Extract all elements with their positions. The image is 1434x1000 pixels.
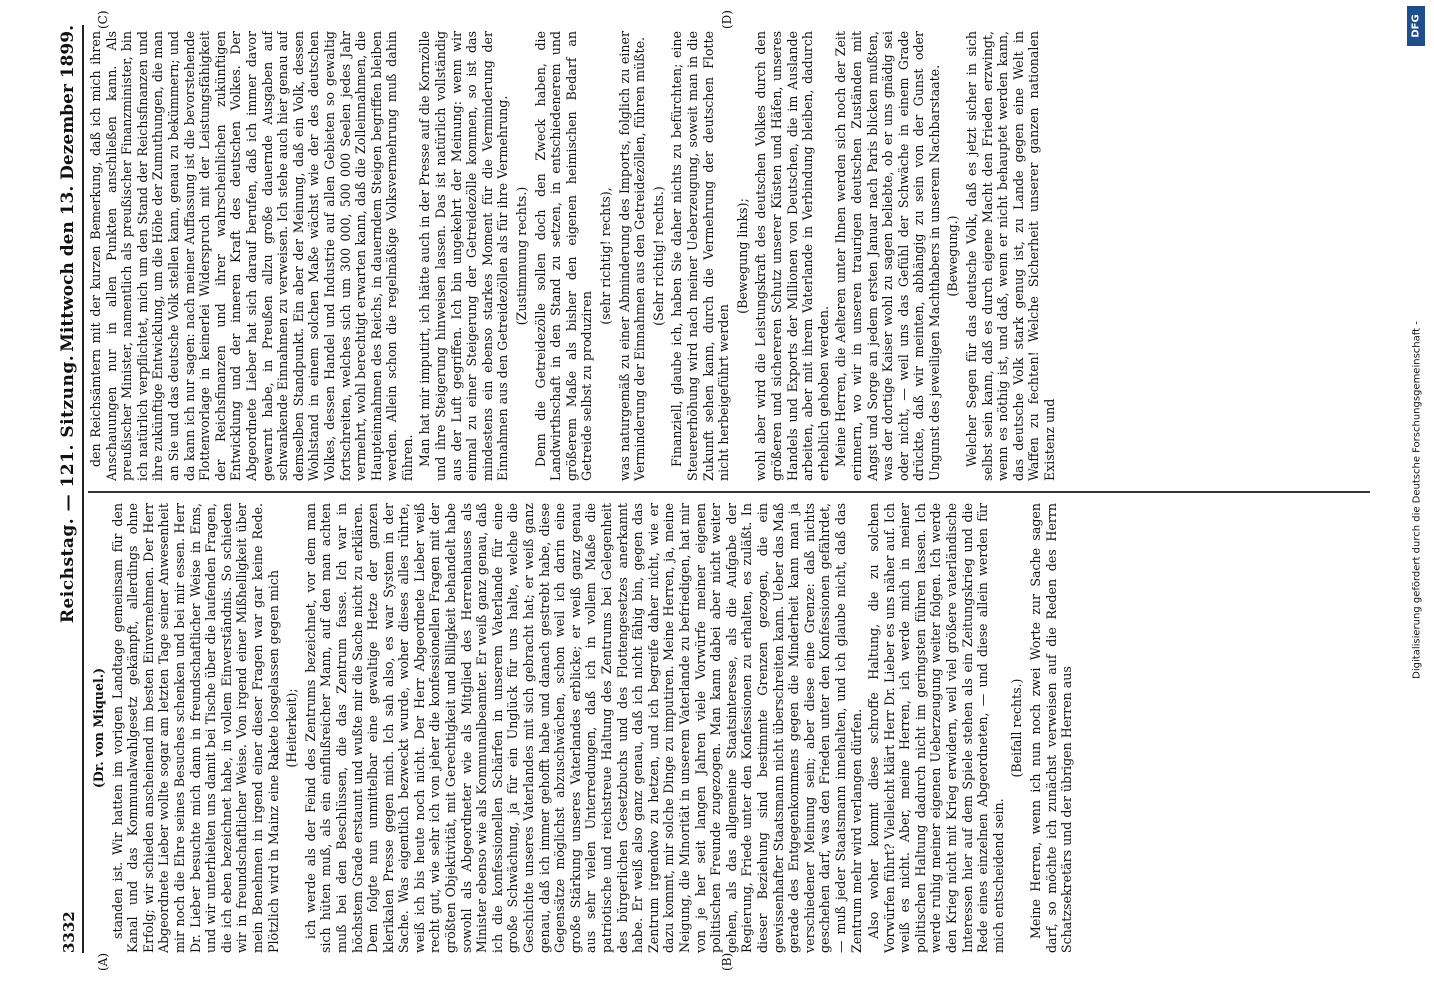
margin-mark-b: (B) xyxy=(720,952,734,971)
left-column xyxy=(88,503,1370,953)
page-header xyxy=(46,25,84,953)
paragraph: ich werde als der Feind des Zentrums bezeichnet, vor dem man sich hüten muß, als ein einflußreicher Mann, auf den man achten muß bei den Beschlüssen, die das Zentrum fasse. Ich war in höchstem Grade erstaunt und wußte mir die Sache nicht zu erklären. Dem folgte nun unmittelbar eine gewaltige Hetze der ganzen klerikalen Presse gegen mich. Ich sah also, es war System in der Sache. Was eigentlich bezweckt wurde, woher dieses alles rührte, weiß ich bis heute noch nicht. Der Herr Abgeordnete Lieber weiß recht gut, wie sehr ich von jeher die konfessionellen Fragen mit der größten Objektivität, mit Gerechtigkeit und Billigkeit behandelt habe sowohl als Abgeordneter wie als Mitglied des Herrenhauses als Minister ebenso wie als Kommunalbeamter. Er weiß ganz genau, daß ich die konfessionellen Schärfen in unserem Vaterlande für eine große Schwächung, ja für ein Unglück für uns halte, welche die Geschichte unseres Vaterlandes mit sich gebracht hat; er weiß ganz genau, daß ich immer gehofft habe und danach gestrebt habe, diese Gegensätze möglichst abzuschwächen, schon weil ich darin eine große Stärkung unseres Vaterlandes erblicke; er weiß ganz genau aus sehr vielen Unterredungen, daß ich in vollem Maße die patriotische und reichstreue Haltung des Zentrums bei Gelegenheit des bürgerlichen Gesetzbuchs und des Flottengesetzes anerkannt habe. Er weiß also ganz genau, daß ich nicht fähig bin, gegen das Zentrum irgendwo zu hetzen, und ich begreife daher nicht, wie er dazu kommt, mir solche Dinge zu imputiren. Meine Herren, ja, meine Neigung, die Minorität in unserem Vaterlande zu befriedigen, hat mir von je her seit langen Jahren viele Vorwürfe meiner eigenen politischen Freunde zugezogen. Man kann dabei aber nicht weiter gehen, als das allgemeine Staatsinteresse, als die Aufgabe der Regierung, Friede unter den Konfessionen zu erhalten, es zuläßt. In dieser Beziehung sind bestimmte Grenzen gezogen, die ein gewissenhafter Staatsmann nicht überschreiten kann. Ueber das Maß gerade des Entgegenkommens gegen die Minderheit kann man ja verschiedener Meinung sein; aber diese eine Grenze: daß nichts geschehen darf, was den Frieden unter den Konfessionen gefährdet, — muß jeder Staatsmann innehalten, und ich glaube nicht, daß das Zentrum mehr wird verlangen dürfen. xyxy=(302,503,864,953)
paragraph: Denn die Getreidezölle sollen doch den Zweck haben, die Landwirthschaft in den Stand zu setzen, in entschiedenerem und größerem Maße als bisher den eigenen heimischen Bedarf an Getreide selbst zu produziren xyxy=(532,31,595,481)
stage-direction: (Zustimmung rechts.) xyxy=(514,186,530,326)
digitization-watermark xyxy=(1406,0,1428,1000)
paragraph: wohl aber wird die Leistungskraft des deutschen Volkes durch den größeren und sichereren Schutz unserer Küsten und Häfen, unseres Handels und Exports der Millionen von Deutschen, die im Auslande arbeiten, aber mit ihrem Vaterlande in Verbindung bleiben, dadurch erheblich gehoben werden. xyxy=(753,31,831,481)
stage-direction: (Beifall rechts.) xyxy=(1009,678,1025,778)
right-column xyxy=(88,31,1370,481)
paragraph: den Reichsämtern mit der kurzen Bemerkung, daß ich mich ihren Anschauungen nur in allen Punkten anschließen kann. Als preußischer Minister, namentlich als preußischer Finanzminister, bin ich natürlich verpflichtet, mich um den Stand der Reichsfinanzen und ihre zukünftige Entwicklung, um die Höhe der Zumuthungen, die man an Sie und das deutsche Volk stellen kann, genau zu bekümmern; und da kann ich nur sagen: nach meiner Auffassung ist die bevorstehende Flottenvorlage in keinerlei Widerspruch mit der Leistungsfähigkeit der Reichsfinanzen und ihrer wahrscheinlichen zukünftigen Entwicklung und der inneren Kraft des deutschen Volkes. Der Abgeordnete Lieber hat sich darauf berufen, daß ich immer davor gewarnt habe, in Preußen allzu große dauernde Ausgaben auf schwankende Einnahmen zu verweisen. Ich stehe auch hier genau auf demselben Standpunkt. Ein aber der Meinung, daß ein Volk, dessen Wohlstand in einem solchen Maße wächst wie der des deutschen Volkes, dessen Handel und Industrie auf allen Gebieten so gewaltig fortschreiten, welches sich um 300 000, 500 000 Seelen jedes Jahr vermehrt, wohl berechtigt erwarten kann, daß die Zolleinnahmen, die Haupteinnahmen des Reichs, in dauerndem Steigen begriffen bleiben werden. Allein schon die regelmäßige Volksvermehrung muß dahin führen. xyxy=(88,31,415,481)
session-date: Mittwoch den 13. Dezember 1899. xyxy=(58,25,78,352)
margin-mark-c: (C) xyxy=(96,10,110,29)
rotated-page xyxy=(40,10,1380,975)
stage-direction: (Sehr richtig! rechts.) xyxy=(650,186,666,326)
paragraph: Welcher Segen für das deutsche Volk, daß es jetzt sicher in sich selbst sein kann, daß es durch eigene Macht den Frieden erzwingt, wenn es nöthig ist, und daß, wenn er nicht behauptet werden kann, das deutsche Volk stark genug ist, zu Lande gegen eine Welt in Waffen zu fechten! Welche Sicherheit unserer ganzen nationalen Existenz und xyxy=(964,31,1058,481)
paragraph: Meine Herren, wenn ich nun noch zwei Worte zur Sache sagen darf, so möchte ich zunächst verweisen auf die Reden des Herrn Schatzsekretärs und der übrigen Herren aus xyxy=(1028,503,1075,953)
watermark-text: Digitalisierung gefördert durch die Deutsche Forschungsgemeinschaft - xyxy=(1411,321,1423,679)
session-title: Reichstag. — 121. Sitzung. xyxy=(58,354,78,624)
speaker-name: (Dr. von Miquel.) xyxy=(91,667,106,789)
stage-direction: (Heiterkeit); xyxy=(284,688,300,768)
paragraph: Man hat mir imputirt, ich hätte auch in der Presse auf die Kornzölle und ihre Steigerung hinweisen lassen. Das ist natürlich vollständig aus der Luft gegriffen. Ich bin ungekehrt der Meinung: wenn wir einmal zu einer Steigerung der Getreidezölle kommen, so ist das mindestens ein ebenso starkes Moment für die Verminderung der Einnahmen aus den Getreidezöllen als für ihre Vermehrung. xyxy=(417,31,511,481)
paragraph: Also woher kommt diese schroffe Haltung, die zu solchen Vorwürfen führt? Vielleicht klärt Herr Dr. Lieber es uns näher auf. Ich weiß es nicht. Aber, meine Herren, ich werde mich in meiner politischen Haltung dadurch nicht im geringsten führen lassen. Ich werde ruhig meiner eigenen Ueberzeugung weiter folgen. Ich werde den Krieg nicht mit Krieg erwidern, weil viel größere vaterländische Interessen hier auf dem Spiele stehen als ein Zeitungskrieg und die Rede eines einzelnen Abgeordneten, — und diese allein werden für mich entscheidend sein. xyxy=(866,503,1006,953)
paragraph: Finanziell, glaube ich, haben Sie daher nichts zu befürchten; eine Steuererhöhung wird nach meiner Ueberzeugung, soweit man in die Zukunft sehen kann, durch die Vermehrung der deutschen Flotte nicht herbeigeführt werden xyxy=(669,31,732,481)
paragraph: Meine Herren, die Aelteren unter Ihnen werden sich noch der Zeit erinnern, wo wir in unseren traurigen deutschen Zuständen mit Angst und Sorge an jedem ersten Januar nach Paris blicken mußten, was der dortige Kaiser wohl zu sagen beliebte, ob er uns gnädig sei oder nicht, — weil uns das Gefühl der Schwäche in einem Grade drückte, daß wir meinten, abhängig zu sein von der Gunst oder Ungunst des jeweiligen Machthabers in unserem Nachbarstaate. xyxy=(833,31,942,481)
paragraph: standen ist. Wir hatten im vorigen Landtage gemeinsam für den Kanal und das Kommunalwahlgesetz gekämpft, allerdings ohne Erfolg; wir schieden anscheinend im besten Einvernehmen. Der Herr Abgeordnete Lieber wollte sogar am letzten Tage seiner Anwesenheit mir noch die Ehre seines Besuches schenken und bei mir essen. Herr Dr. Lieber besuchte mich dann in freundschaftlicher Weise in Ems, und wir unterhielten uns damit bei Tische über die laufenden Fragen, die ich eben bezeichnet habe, in vollem Einverständnis. So schieden wir in freundschaftlicher Weise. Von irgend einer Mißhelligkeit über mein Benehmen in irgend einer dieser Fragen war gar keine Rede. Plötzlich wird in Mainz eine Rakete losgelassen gegen mich xyxy=(109,503,281,953)
page-number: 3332 xyxy=(60,911,78,953)
margin-mark-a: (A) xyxy=(96,952,110,971)
column-divider xyxy=(88,492,1370,494)
margin-mark-d: (D) xyxy=(720,10,734,29)
stage-direction: (sehr richtig! rechts), xyxy=(598,187,613,325)
paragraph: was naturgemäß zu einer Abminderung des Imports, folglich zu einer Verminderung der Einnahmen aus den Getreidezöllen, führen müßte. xyxy=(616,31,648,481)
stage-direction: (Bewegung links); xyxy=(734,198,750,314)
dfg-logo: DFG xyxy=(1407,6,1425,46)
stage-direction: (Bewegung.) xyxy=(945,215,961,297)
